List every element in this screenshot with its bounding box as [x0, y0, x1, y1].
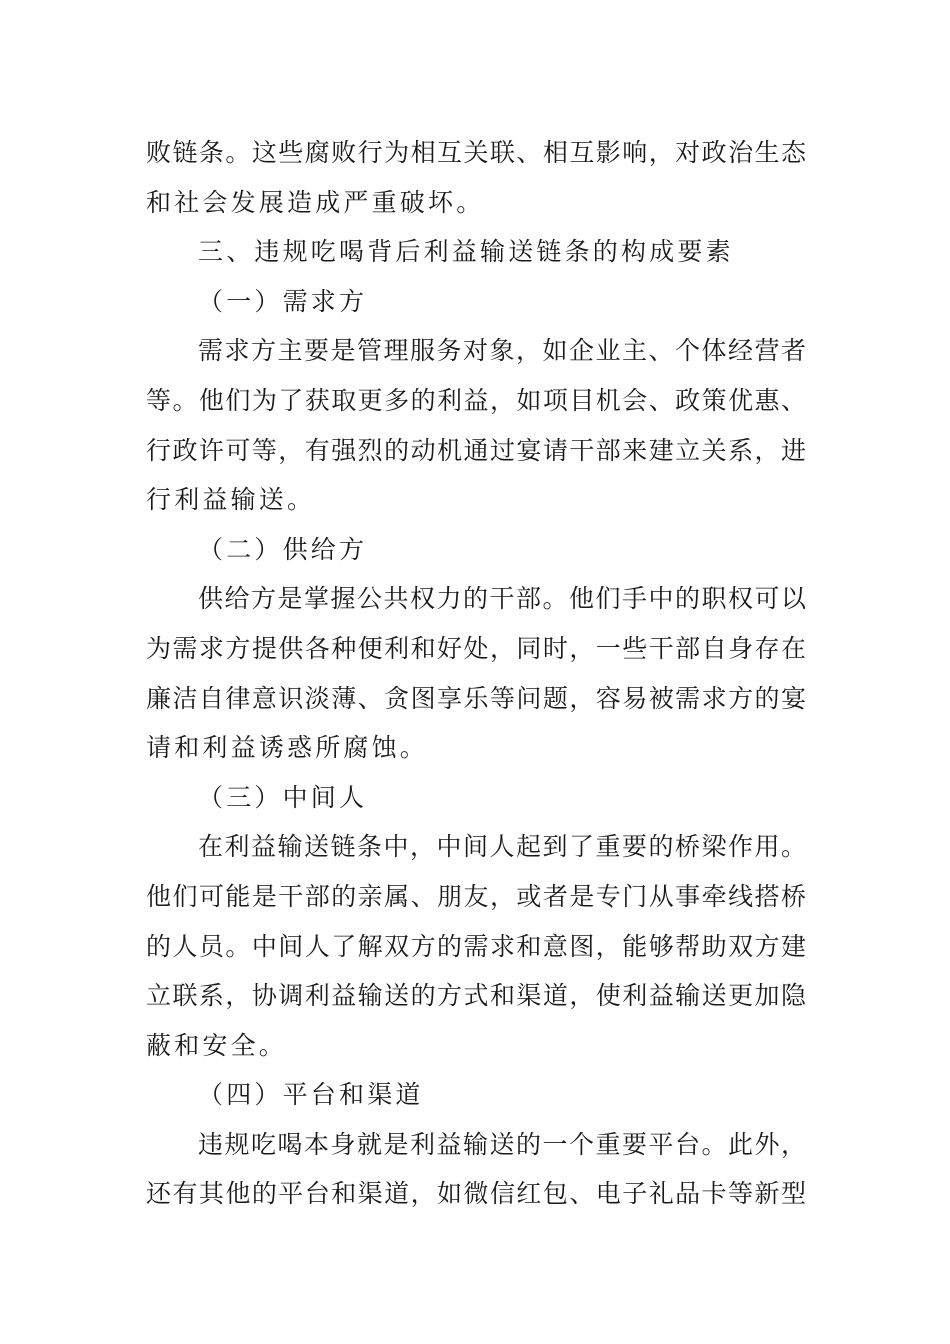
section-heading: 三、违规吃喝背后利益输送链条的构成要素: [198, 237, 734, 267]
text-line: 的人员。中间人了解双方的需求和意图，能够帮助双方建: [146, 931, 806, 961]
text-line: 还有其他的平台和渠道，如微信红包、电子礼品卡等新型: [146, 1179, 806, 1209]
document-body: [146, 128, 806, 1219]
text-line: 和社会发展造成严重破坏。: [146, 187, 485, 217]
text-line: 败链条。这些腐败行为相互关联、相互影响，对政治生态: [146, 138, 806, 167]
text-line: 他们可能是干部的亲属、朋友，或者是专门从事牵线搭桥: [146, 881, 806, 911]
text-line: 请和利益诱惑所腐蚀。: [146, 733, 429, 763]
text-line: 等。他们为了获取更多的利益，如项目机会、政策优惠、: [146, 385, 806, 415]
text-line: 行利益输送。: [146, 485, 316, 515]
text-line: 蔽和安全。: [146, 1030, 288, 1060]
text-line: 需求方主要是管理服务对象，如企业主、个体经营者: [198, 336, 806, 366]
subsection-heading: （四）平台和渠道: [198, 1080, 424, 1110]
subsection-heading: （三）中间人: [198, 782, 368, 812]
text-line: 违规吃喝本身就是利益输送的一个重要平台。此外，: [198, 1129, 806, 1159]
text-line: 供给方是掌握公共权力的干部。他们手中的职权可以: [198, 584, 806, 614]
text-line: 立联系，协调利益输送的方式和渠道，使利益输送更加隐: [146, 981, 806, 1011]
text-line: 廉洁自律意识淡薄、贪图享乐等问题，容易被需求方的宴: [146, 683, 806, 713]
subsection-heading: （二）供给方: [198, 534, 368, 564]
text-line: 为需求方提供各种便利和好处，同时，一些干部自身存在: [146, 633, 806, 663]
text-line: 行政许可等，有强烈的动机通过宴请干部来建立关系，进: [146, 435, 806, 465]
subsection-heading: （一）需求方: [198, 286, 368, 316]
text-line: 在利益输送链条中，中间人起到了重要的桥梁作用。: [198, 832, 806, 862]
